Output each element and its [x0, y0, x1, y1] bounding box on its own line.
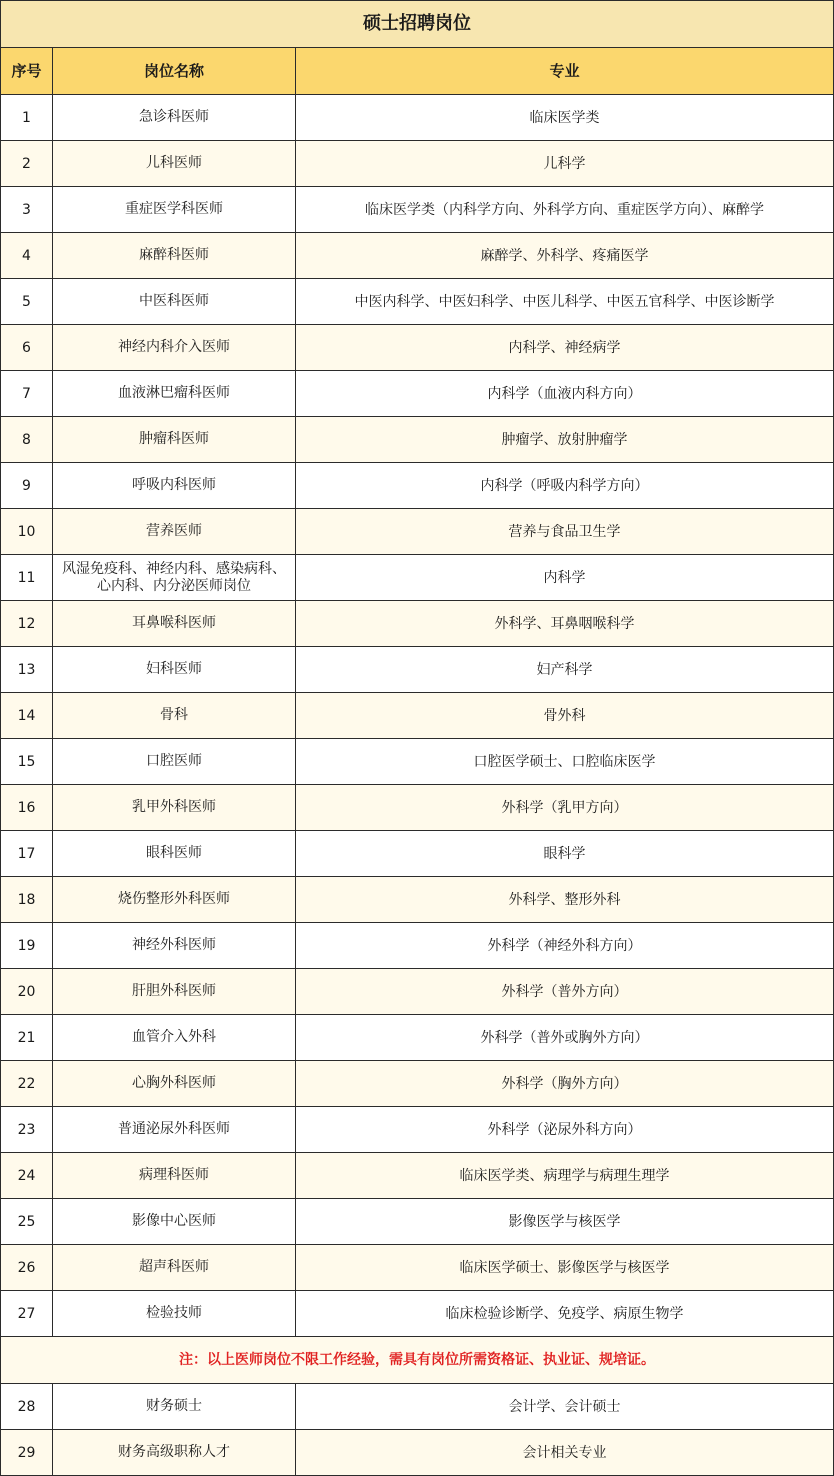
table-body-doctors	[1, 95, 834, 1337]
table-row	[1, 141, 834, 187]
cell-position: 血液淋巴瘤科医师	[53, 371, 296, 417]
cell-position: 神经内科介入医师	[53, 325, 296, 371]
table-row	[1, 95, 834, 141]
cell-index: 17	[1, 831, 53, 877]
table-row	[1, 417, 834, 463]
cell-position: 儿科医师	[53, 141, 296, 187]
cell-major: 会计相关专业	[296, 1430, 834, 1476]
cell-position: 中医科医师	[53, 279, 296, 325]
cell-index: 10	[1, 509, 53, 555]
cell-major: 内科学（呼吸内科学方向）	[296, 463, 834, 509]
cell-index: 1	[1, 95, 53, 141]
cell-position: 肿瘤科医师	[53, 417, 296, 463]
cell-major: 外科学（乳甲方向）	[296, 785, 834, 831]
table-row	[1, 785, 834, 831]
cell-index: 28	[1, 1384, 53, 1430]
cell-index: 27	[1, 1291, 53, 1337]
cell-major: 外科学（神经外科方向）	[296, 923, 834, 969]
cell-position: 乳甲外科医师	[53, 785, 296, 831]
cell-index: 7	[1, 371, 53, 417]
cell-index: 19	[1, 923, 53, 969]
cell-position: 口腔医师	[53, 739, 296, 785]
cell-position: 影像中心医师	[53, 1199, 296, 1245]
cell-major: 影像医学与核医学	[296, 1199, 834, 1245]
cell-major: 临床医学类	[296, 95, 834, 141]
table-row	[1, 509, 834, 555]
header-index: 序号	[1, 48, 53, 95]
cell-position: 妇科医师	[53, 647, 296, 693]
cell-major: 儿科学	[296, 141, 834, 187]
cell-major: 外科学、整形外科	[296, 877, 834, 923]
cell-position: 神经外科医师	[53, 923, 296, 969]
cell-position: 肝胆外科医师	[53, 969, 296, 1015]
table-row	[1, 1061, 834, 1107]
cell-index: 18	[1, 877, 53, 923]
cell-major: 肿瘤学、放射肿瘤学	[296, 417, 834, 463]
table-row	[1, 1430, 834, 1476]
cell-index: 15	[1, 739, 53, 785]
cell-position: 呼吸内科医师	[53, 463, 296, 509]
cell-index: 3	[1, 187, 53, 233]
cell-position: 病理科医师	[53, 1153, 296, 1199]
cell-major: 眼科学	[296, 831, 834, 877]
cell-major: 营养与食品卫生学	[296, 509, 834, 555]
table-row	[1, 1384, 834, 1430]
cell-major: 会计学、会计硕士	[296, 1384, 834, 1430]
table-row	[1, 279, 834, 325]
cell-major: 内科学	[296, 555, 834, 601]
table-row	[1, 371, 834, 417]
table-row	[1, 831, 834, 877]
cell-position: 心胸外科医师	[53, 1061, 296, 1107]
cell-position: 急诊科医师	[53, 95, 296, 141]
header-position: 岗位名称	[53, 48, 296, 95]
cell-major: 内科学、神经病学	[296, 325, 834, 371]
cell-position: 重症医学科医师	[53, 187, 296, 233]
cell-index: 12	[1, 601, 53, 647]
cell-major: 临床医学类（内科学方向、外科学方向、重症医学方向）、麻醉学	[296, 187, 834, 233]
table-row	[1, 325, 834, 371]
table-row	[1, 1015, 834, 1061]
cell-index: 2	[1, 141, 53, 187]
cell-index: 4	[1, 233, 53, 279]
table-body-finance	[1, 1384, 834, 1476]
cell-position: 烧伤整形外科医师	[53, 877, 296, 923]
cell-major: 妇产科学	[296, 647, 834, 693]
cell-position: 财务高级职称人才	[53, 1430, 296, 1476]
table-row	[1, 739, 834, 785]
table-row	[1, 1245, 834, 1291]
cell-index: 24	[1, 1153, 53, 1199]
table-row	[1, 1107, 834, 1153]
cell-position: 眼科医师	[53, 831, 296, 877]
cell-index: 22	[1, 1061, 53, 1107]
cell-index: 13	[1, 647, 53, 693]
table-row	[1, 1291, 834, 1337]
cell-index: 26	[1, 1245, 53, 1291]
cell-index: 20	[1, 969, 53, 1015]
cell-index: 5	[1, 279, 53, 325]
cell-major: 口腔医学硕士、口腔临床医学	[296, 739, 834, 785]
cell-position: 风湿免疫科、神经内科、感染病科、心内科、内分泌医师岗位	[53, 555, 296, 601]
table-row	[1, 233, 834, 279]
cell-index: 14	[1, 693, 53, 739]
table-row	[1, 463, 834, 509]
cell-position: 普通泌尿外科医师	[53, 1107, 296, 1153]
table-row	[1, 877, 834, 923]
table-row	[1, 1199, 834, 1245]
cell-position: 检验技师	[53, 1291, 296, 1337]
cell-index: 23	[1, 1107, 53, 1153]
cell-position: 血管介入外科	[53, 1015, 296, 1061]
cell-major: 临床医学类、病理学与病理生理学	[296, 1153, 834, 1199]
cell-index: 21	[1, 1015, 53, 1061]
cell-position: 超声科医师	[53, 1245, 296, 1291]
cell-major: 外科学（普外或胸外方向）	[296, 1015, 834, 1061]
cell-position: 耳鼻喉科医师	[53, 601, 296, 647]
cell-index: 6	[1, 325, 53, 371]
cell-major: 外科学（胸外方向）	[296, 1061, 834, 1107]
cell-index: 9	[1, 463, 53, 509]
cell-index: 25	[1, 1199, 53, 1245]
table-title: 硕士招聘岗位	[1, 1, 834, 48]
table-row	[1, 187, 834, 233]
cell-major: 临床检验诊断学、免疫学、病原生物学	[296, 1291, 834, 1337]
cell-major: 内科学（血液内科方向）	[296, 371, 834, 417]
note-text: 注：以上医师岗位不限工作经验，需具有岗位所需资格证、执业证、规培证。	[1, 1337, 834, 1384]
cell-major: 外科学、耳鼻咽喉科学	[296, 601, 834, 647]
table-row	[1, 555, 834, 601]
table-row	[1, 969, 834, 1015]
cell-major: 外科学（普外方向）	[296, 969, 834, 1015]
note-row	[1, 1337, 834, 1384]
cell-major: 外科学（泌尿外科方向）	[296, 1107, 834, 1153]
table-row	[1, 1153, 834, 1199]
cell-position: 骨科	[53, 693, 296, 739]
cell-major: 骨外科	[296, 693, 834, 739]
cell-major: 临床医学硕士、影像医学与核医学	[296, 1245, 834, 1291]
cell-index: 16	[1, 785, 53, 831]
table-title-row	[1, 1, 834, 48]
table-row	[1, 923, 834, 969]
cell-index: 29	[1, 1430, 53, 1476]
header-major: 专业	[296, 48, 834, 95]
cell-major: 中医内科学、中医妇科学、中医儿科学、中医五官科学、中医诊断学	[296, 279, 834, 325]
cell-position: 营养医师	[53, 509, 296, 555]
cell-major: 麻醉学、外科学、疼痛医学	[296, 233, 834, 279]
table-row	[1, 601, 834, 647]
table-row	[1, 647, 834, 693]
table-header-row	[1, 48, 834, 95]
cell-position: 财务硕士	[53, 1384, 296, 1430]
table-row	[1, 693, 834, 739]
cell-index: 11	[1, 555, 53, 601]
table-note-section	[1, 1337, 834, 1384]
cell-index: 8	[1, 417, 53, 463]
cell-position: 麻醉科医师	[53, 233, 296, 279]
